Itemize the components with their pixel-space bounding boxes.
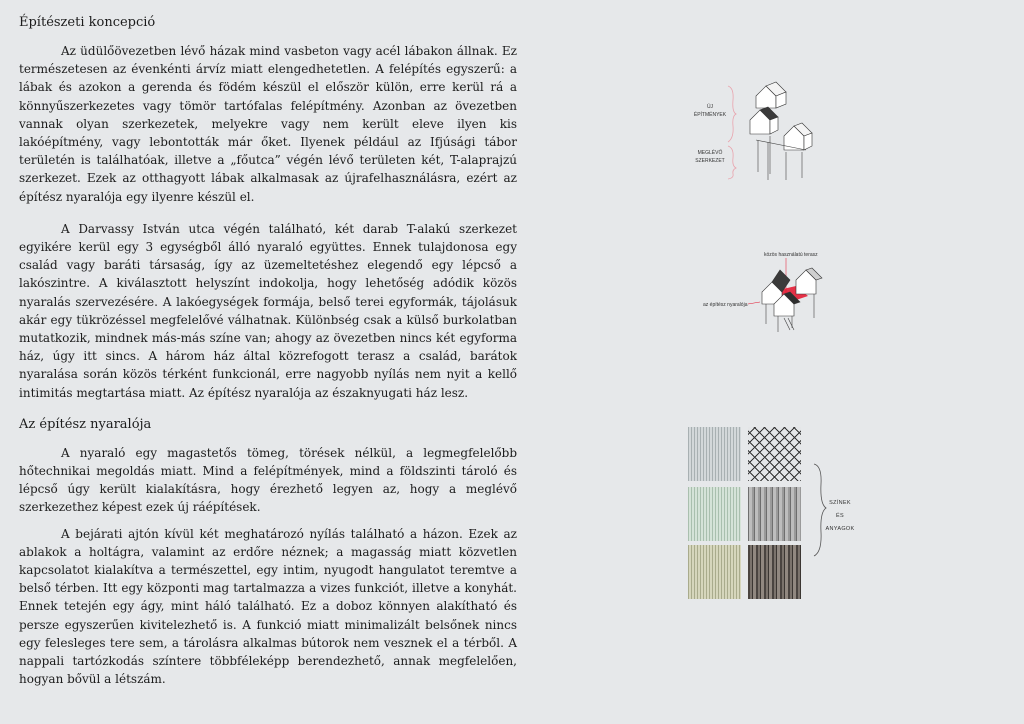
label-colors: SZÍNEK bbox=[829, 500, 851, 506]
architect-paragraph-2: A bejárati ajtón kívül két meghatározó nyílás található a házon. Ezek az ablakok a holtágra, valamint az erdőre néznek; a magasság miatt közvetlen kapcsolatot kialakítva a természettel, egy intim, nyugodt hangulatot teremtve a belső térben. Itt egy központi mag tartalmazza a vizes funkciót, illetve a konyhát. Ennek tetején egy ágy, mint háló található. Ez a doboz könnyen alakítható és persze egyszerűen kivitelezhető is. A funkció miatt minimalizált belsőnek nincs egy felesleges tere sem, a tárolásra alkalmas bútorok nem vesznek el a térből. A nappali tartózkodás színtere többféleképp berendezhető, annak megfelelően, hogyan bővül a létszám. bbox=[19, 526, 517, 687]
diagram-site-layout bbox=[700, 248, 840, 333]
label-architect-house: az építész nyaralója bbox=[703, 302, 748, 308]
text-column bbox=[19, 14, 517, 689]
brace-new bbox=[728, 86, 736, 142]
house-right bbox=[784, 123, 812, 150]
label-and: ÉS bbox=[836, 513, 844, 519]
swatch-dark-wood bbox=[748, 545, 801, 599]
house-ne bbox=[796, 268, 822, 294]
leader-house bbox=[748, 302, 760, 304]
materials-legend bbox=[808, 460, 868, 560]
brace-materials bbox=[814, 464, 826, 556]
swatch-wire-mesh bbox=[748, 427, 801, 481]
label-existing-line2: SZERKEZET bbox=[695, 158, 725, 164]
brace-existing bbox=[728, 146, 736, 179]
house-top bbox=[756, 82, 786, 108]
concept-paragraph-2: A Darvassy István utca végén található, két darab T-alakú szerkezet egyikére kerül egy 3 egységből álló nyaraló együttes. Ennek tulajdonosa egy család vagy baráti társaság, így az üzemeltetéshez elegendő egy lépcső a lakószintre. A kiválasztott helyszínt indokolja, hogy lehetőség adódik közös nyaralás szervezésére. A lakóegységek formája, belső terei egyformák, tájolásuk akár egy tükrözéssel megfelelővé válhatnak. Különbség csak a külső burkolatban mutatkozik, mindnek más-más színe van; ahogy az övezetben nincs két egyforma ház, úgy itt sincs. A három ház által közrefogott terasz a család, barátok nyaralása során közös térként funkcionál, erre nagyobb nyílás nem nyit a kellő intimitás megtartása miatt. Az építész nyaralója az északnyugati ház lesz. bbox=[19, 221, 517, 400]
heading-architect-house: Az építész nyaralója bbox=[19, 416, 152, 432]
label-new-line1: ÚJ bbox=[706, 104, 714, 110]
diagram-exploded-structure bbox=[690, 80, 830, 185]
concept-paragraph-1: Az üdülőövezetben lévő házak mind vasbeton vagy acél lábakon állnak. Ez természetesen az évenkénti árvíz miatt elengedhetetlen. A felépítés egyszerű: a lábak és azokon a gerenda és födém készül el először külön, erre kerül rá a könnyűszerkezetes vagy tömör tartófalas felépítmény. Azonban az övezetben vannak olyan szerkezetek, melyekre vagy nem került eleve ilyen kis lakóépítmény, vagy lebontották már őket. Ilyenek például az Ifjúsági tábor területén is találhatóak, illetve a „főutca” végén lévő területen két, T-alaprajzú szerkezet. Ezek az otthagyott lábak alkalmasak az újrafelhasználásra, ezért az építész nyaralója egy ilyenre készül el. bbox=[19, 44, 517, 204]
label-existing-line1: MEGLÉVŐ bbox=[697, 150, 723, 156]
swatch-olive-stripes bbox=[688, 545, 741, 599]
swatch-green-stripes bbox=[688, 487, 741, 541]
house-middle bbox=[750, 107, 778, 134]
swatch-grey-stripes bbox=[688, 427, 741, 481]
swatch-corrugated-grey bbox=[748, 487, 801, 541]
label-shared-terrace: közös használatú terasz bbox=[764, 252, 818, 258]
heading-concept: Építészeti koncepció bbox=[19, 15, 156, 30]
architect-paragraph-1: A nyaraló egy magastetős tömeg, törések nélkül, a legmegfelelőbb hőtechnikai megoldás miatt. Mind a felépítmények, mind a földszinti tároló és lépcső úgy került kialakításra, hogy érezhető legyen az, hogy a meglévő szerkezethez képest ezek új ráépítések. bbox=[19, 445, 517, 515]
label-materials: ANYAGOK bbox=[825, 526, 855, 532]
label-new-line2: ÉPÍTMÉNYEK bbox=[693, 112, 727, 118]
